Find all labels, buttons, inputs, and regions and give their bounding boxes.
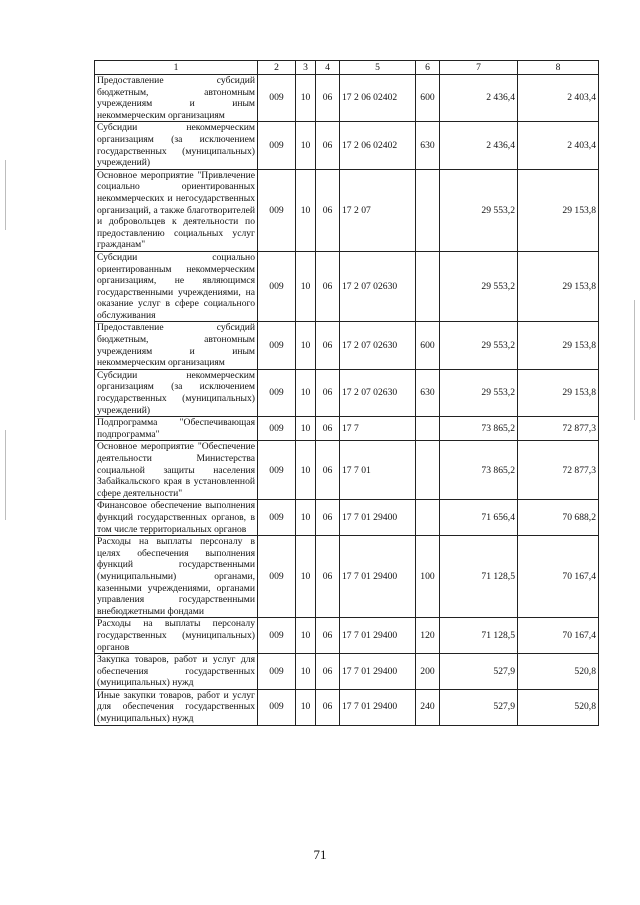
table-row — [95, 689, 599, 725]
table-row — [95, 251, 599, 322]
cell-section: 10 — [296, 417, 316, 441]
cell-expense-type: 630 — [416, 369, 440, 416]
cell-amount-year2: 520,8 — [518, 654, 599, 690]
cell-section: 10 — [296, 689, 316, 725]
cell-target-article: 17 7 01 29400 — [340, 618, 416, 654]
cell-target-article: 17 2 07 — [340, 169, 416, 251]
table-header-row — [95, 61, 599, 75]
cell-section: 10 — [296, 441, 316, 500]
table-row — [95, 417, 599, 441]
table-row — [95, 618, 599, 654]
cell-name: Закупка товаров, работ и услуг для обеспечения государственных (муниципальных) нужд — [95, 654, 258, 690]
cell-name: Субсидии некоммерческим организациям (за исключением государственных (муниципальных) учреждений) — [95, 369, 258, 416]
cell-expense-type: 600 — [416, 322, 440, 369]
cell-expense-type — [416, 417, 440, 441]
cell-amount-year2: 2 403,4 — [518, 75, 599, 122]
cell-amount-year2: 29 153,8 — [518, 169, 599, 251]
cell-expense-type: 120 — [416, 618, 440, 654]
column-header: 6 — [416, 61, 440, 75]
table-row — [95, 122, 599, 169]
cell-amount-year1: 2 436,4 — [440, 122, 518, 169]
cell-amount-year1: 29 553,2 — [440, 251, 518, 322]
cell-subsection: 06 — [316, 536, 340, 618]
cell-amount-year1: 71 128,5 — [440, 536, 518, 618]
cell-name: Предоставление субсидий бюджетным, автономным учреждениям и иным некоммерческим организациям — [95, 322, 258, 369]
table-row — [95, 654, 599, 690]
cell-target-article: 17 2 07 02630 — [340, 322, 416, 369]
cell-amount-year2: 2 403,4 — [518, 122, 599, 169]
cell-section: 10 — [296, 369, 316, 416]
budget-table — [94, 60, 599, 726]
cell-amount-year1: 29 553,2 — [440, 369, 518, 416]
cell-amount-year1: 527,9 — [440, 689, 518, 725]
cell-amount-year1: 71 128,5 — [440, 618, 518, 654]
table-row — [95, 322, 599, 369]
column-header: 3 — [296, 61, 316, 75]
cell-ministry-code: 009 — [258, 369, 296, 416]
cell-expense-type — [416, 500, 440, 536]
cell-subsection: 06 — [316, 689, 340, 725]
cell-name: Финансовое обеспечение выполнения функций государственных органов, в том числе территориальных органов — [95, 500, 258, 536]
cell-ministry-code: 009 — [258, 251, 296, 322]
cell-ministry-code: 009 — [258, 75, 296, 122]
cell-amount-year1: 29 553,2 — [440, 322, 518, 369]
column-header: 2 — [258, 61, 296, 75]
cell-amount-year1: 73 865,2 — [440, 441, 518, 500]
column-header: 8 — [518, 61, 599, 75]
table-row — [95, 169, 599, 251]
cell-expense-type: 240 — [416, 689, 440, 725]
cell-name: Субсидии социально ориентированным некоммерческим организациям, не являющимся государственными учреждениями, на оказание услуг в сфере социального обслуживания — [95, 251, 258, 322]
cell-section: 10 — [296, 75, 316, 122]
table-row — [95, 536, 599, 618]
column-header: 5 — [340, 61, 416, 75]
cell-name: Расходы на выплаты персоналу государственных (муниципальных) органов — [95, 618, 258, 654]
cell-name: Основное мероприятие "Привлечение социально ориентированных некоммерческих и негосударственных организаций, а также благотворителей и добровольцев к деятельности по предоставлению социальных услуг гражданам" — [95, 169, 258, 251]
table-row — [95, 500, 599, 536]
cell-amount-year2: 29 153,8 — [518, 369, 599, 416]
cell-amount-year2: 70 688,2 — [518, 500, 599, 536]
cell-ministry-code: 009 — [258, 169, 296, 251]
cell-amount-year2: 70 167,4 — [518, 618, 599, 654]
cell-ministry-code: 009 — [258, 689, 296, 725]
cell-target-article: 17 7 01 29400 — [340, 500, 416, 536]
table-row — [95, 75, 599, 122]
cell-ministry-code: 009 — [258, 500, 296, 536]
cell-ministry-code: 009 — [258, 322, 296, 369]
cell-target-article: 17 2 06 02402 — [340, 75, 416, 122]
scan-margin-mark — [634, 300, 635, 420]
cell-name: Расходы на выплаты персоналу в целях обеспечения выполнения функций государственными (муниципальными) органами, казенными учреждениями, органами управления государственными внебюджетными фондами — [95, 536, 258, 618]
cell-section: 10 — [296, 500, 316, 536]
cell-expense-type: 200 — [416, 654, 440, 690]
cell-section: 10 — [296, 169, 316, 251]
cell-expense-type — [416, 441, 440, 500]
cell-subsection: 06 — [316, 417, 340, 441]
cell-ministry-code: 009 — [258, 441, 296, 500]
cell-amount-year2: 72 877,3 — [518, 417, 599, 441]
cell-subsection: 06 — [316, 618, 340, 654]
cell-amount-year2: 70 167,4 — [518, 536, 599, 618]
cell-section: 10 — [296, 536, 316, 618]
cell-target-article: 17 7 — [340, 417, 416, 441]
cell-target-article: 17 7 01 29400 — [340, 689, 416, 725]
cell-section: 10 — [296, 654, 316, 690]
cell-subsection: 06 — [316, 441, 340, 500]
cell-expense-type: 600 — [416, 75, 440, 122]
column-header: 7 — [440, 61, 518, 75]
cell-ministry-code: 009 — [258, 122, 296, 169]
cell-subsection: 06 — [316, 251, 340, 322]
scan-margin-mark — [5, 160, 6, 230]
table-row — [95, 441, 599, 500]
cell-amount-year2: 520,8 — [518, 689, 599, 725]
table-row — [95, 369, 599, 416]
cell-expense-type: 630 — [416, 122, 440, 169]
cell-target-article: 17 2 06 02402 — [340, 122, 416, 169]
cell-target-article: 17 7 01 29400 — [340, 654, 416, 690]
cell-expense-type — [416, 251, 440, 322]
cell-subsection: 06 — [316, 654, 340, 690]
cell-name: Субсидии некоммерческим организациям (за исключением государственных (муниципальных) учреждений) — [95, 122, 258, 169]
cell-subsection: 06 — [316, 169, 340, 251]
cell-ministry-code: 009 — [258, 618, 296, 654]
cell-target-article: 17 7 01 — [340, 441, 416, 500]
cell-ministry-code: 009 — [258, 417, 296, 441]
cell-section: 10 — [296, 618, 316, 654]
cell-amount-year1: 527,9 — [440, 654, 518, 690]
cell-amount-year1: 29 553,2 — [440, 169, 518, 251]
cell-amount-year2: 29 153,8 — [518, 322, 599, 369]
cell-subsection: 06 — [316, 122, 340, 169]
cell-name: Подпрограмма "Обеспечивающая подпрограмма" — [95, 417, 258, 441]
cell-name: Основное мероприятие "Обеспечение деятельности Министерства социальной защиты населения Забайкальского края в установленной сфере деятельности" — [95, 441, 258, 500]
cell-section: 10 — [296, 322, 316, 369]
cell-subsection: 06 — [316, 369, 340, 416]
cell-section: 10 — [296, 251, 316, 322]
cell-amount-year1: 73 865,2 — [440, 417, 518, 441]
cell-subsection: 06 — [316, 75, 340, 122]
cell-expense-type: 100 — [416, 536, 440, 618]
cell-name: Предоставление субсидий бюджетным, автономным учреждениям и иным некоммерческим организациям — [95, 75, 258, 122]
cell-subsection: 06 — [316, 500, 340, 536]
column-header: 1 — [95, 61, 258, 75]
cell-target-article: 17 2 07 02630 — [340, 369, 416, 416]
cell-expense-type — [416, 169, 440, 251]
cell-ministry-code: 009 — [258, 536, 296, 618]
cell-target-article: 17 2 07 02630 — [340, 251, 416, 322]
scan-margin-mark — [5, 430, 6, 520]
cell-name: Иные закупки товаров, работ и услуг для обеспечения государственных (муниципальных) нужд — [95, 689, 258, 725]
cell-amount-year2: 29 153,8 — [518, 251, 599, 322]
cell-amount-year1: 2 436,4 — [440, 75, 518, 122]
page-number: 71 — [313, 847, 327, 862]
cell-amount-year1: 71 656,4 — [440, 500, 518, 536]
cell-subsection: 06 — [316, 322, 340, 369]
column-header: 4 — [316, 61, 340, 75]
cell-section: 10 — [296, 122, 316, 169]
cell-ministry-code: 009 — [258, 654, 296, 690]
cell-target-article: 17 7 01 29400 — [340, 536, 416, 618]
cell-amount-year2: 72 877,3 — [518, 441, 599, 500]
